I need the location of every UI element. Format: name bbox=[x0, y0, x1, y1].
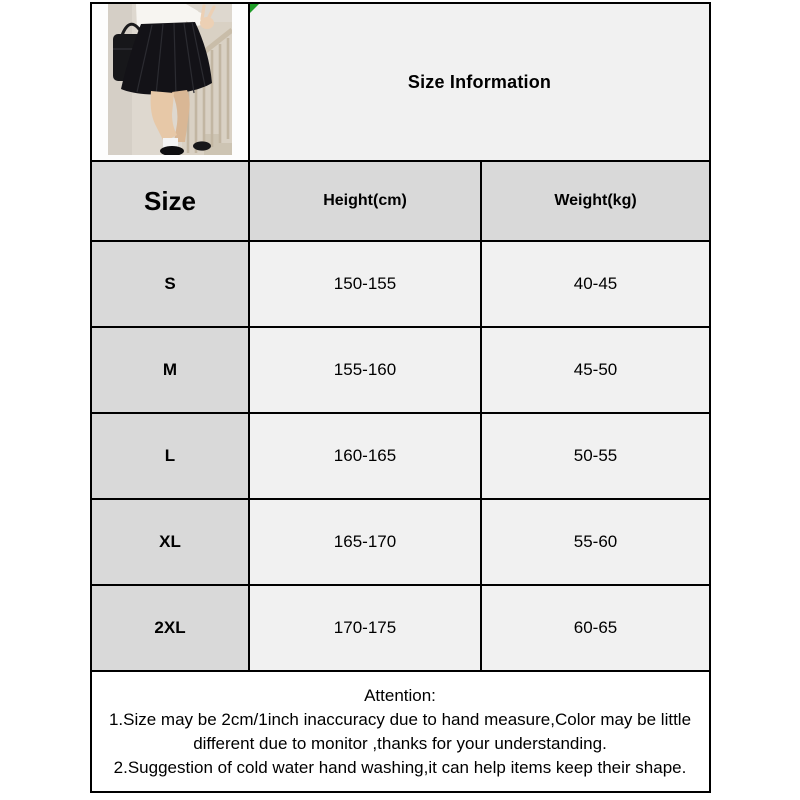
table-row-xl bbox=[91, 499, 710, 585]
weight-value: 40-45 bbox=[481, 241, 710, 327]
table-row-2xl bbox=[91, 585, 710, 671]
size-chart-title: Size Information bbox=[407, 71, 552, 92]
column-header-size: Size bbox=[91, 161, 249, 241]
banner-row bbox=[91, 3, 710, 161]
attention-row bbox=[91, 671, 710, 792]
weight-value: 55-60 bbox=[481, 499, 710, 585]
height-value: 150-155 bbox=[249, 241, 481, 327]
product-photo-cell bbox=[91, 3, 249, 161]
pleated-skirt-model-illustration bbox=[108, 4, 232, 155]
size-information-title-cell bbox=[249, 3, 710, 161]
weight-value: 45-50 bbox=[481, 327, 710, 413]
column-header-height: Height(cm) bbox=[249, 161, 481, 241]
size-label: XL bbox=[91, 499, 249, 585]
attention-cell bbox=[91, 671, 710, 792]
height-value: 170-175 bbox=[249, 585, 481, 671]
product-photo bbox=[108, 4, 232, 155]
excel-corner-flag-icon bbox=[250, 4, 259, 13]
size-label: S bbox=[91, 241, 249, 327]
table-row-l bbox=[91, 413, 710, 499]
height-value: 165-170 bbox=[249, 499, 481, 585]
weight-value: 50-55 bbox=[481, 413, 710, 499]
header-row bbox=[91, 161, 710, 241]
height-value: 160-165 bbox=[249, 413, 481, 499]
attention-heading: Attention: bbox=[364, 685, 436, 705]
size-label: M bbox=[91, 327, 249, 413]
size-label: L bbox=[91, 413, 249, 499]
size-label: 2XL bbox=[91, 585, 249, 671]
weight-value: 60-65 bbox=[481, 585, 710, 671]
table-row-s bbox=[91, 241, 710, 327]
height-value: 155-160 bbox=[249, 327, 481, 413]
size-chart-table bbox=[90, 2, 711, 793]
attention-note-2: 2.Suggestion of cold water hand washing,it can help items keep their shape. bbox=[113, 757, 687, 777]
column-header-weight: Weight(kg) bbox=[481, 161, 710, 241]
table-row-m bbox=[91, 327, 710, 413]
attention-note-1: 1.Size may be 2cm/1inch inaccuracy due to hand measure,Color may be little different due to monitor ,thanks for your understanding. bbox=[108, 709, 692, 753]
